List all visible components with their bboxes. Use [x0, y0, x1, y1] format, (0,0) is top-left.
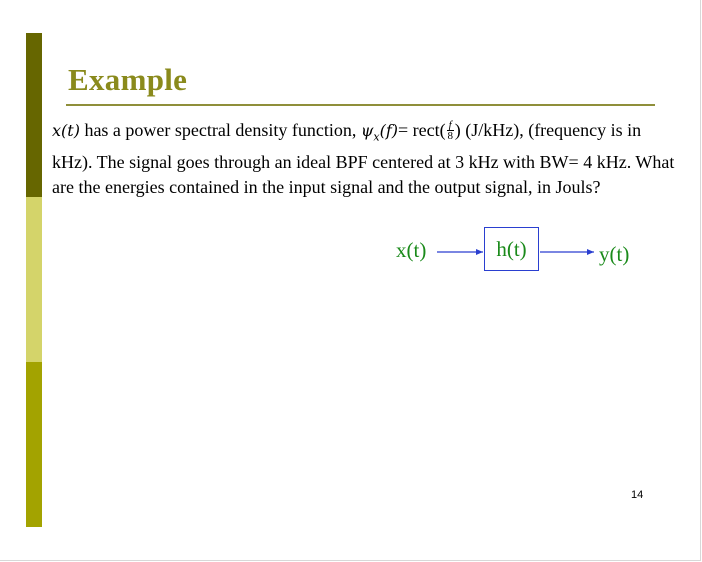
statement-part-2: = rect(: [398, 120, 446, 140]
slide-title: Example: [68, 62, 188, 97]
system-label: h(t): [496, 237, 527, 261]
statement-part-3: ) (J/kHz), (frequency is in kHz). The signal goes through an ideal BPF centered at 3 kHz with BW= 4 kHz. What are the energies contained in the input signal and the output signal, in Jouls?: [52, 120, 675, 197]
page-number: 14: [631, 489, 644, 501]
psi-subscript: x: [373, 130, 380, 144]
psi-symbol: ψ: [360, 121, 374, 140]
input-signal-label: x(t): [396, 238, 427, 262]
fraction-denominator: 8: [447, 130, 453, 143]
fraction-numerator: f: [448, 119, 452, 132]
psi-argument: (f): [379, 121, 399, 140]
statement-part-1: has a power spectral density function,: [79, 120, 361, 140]
signal-x-math: x(t): [52, 121, 80, 140]
system-block: [484, 227, 539, 271]
output-signal-label: y(t): [599, 242, 630, 266]
